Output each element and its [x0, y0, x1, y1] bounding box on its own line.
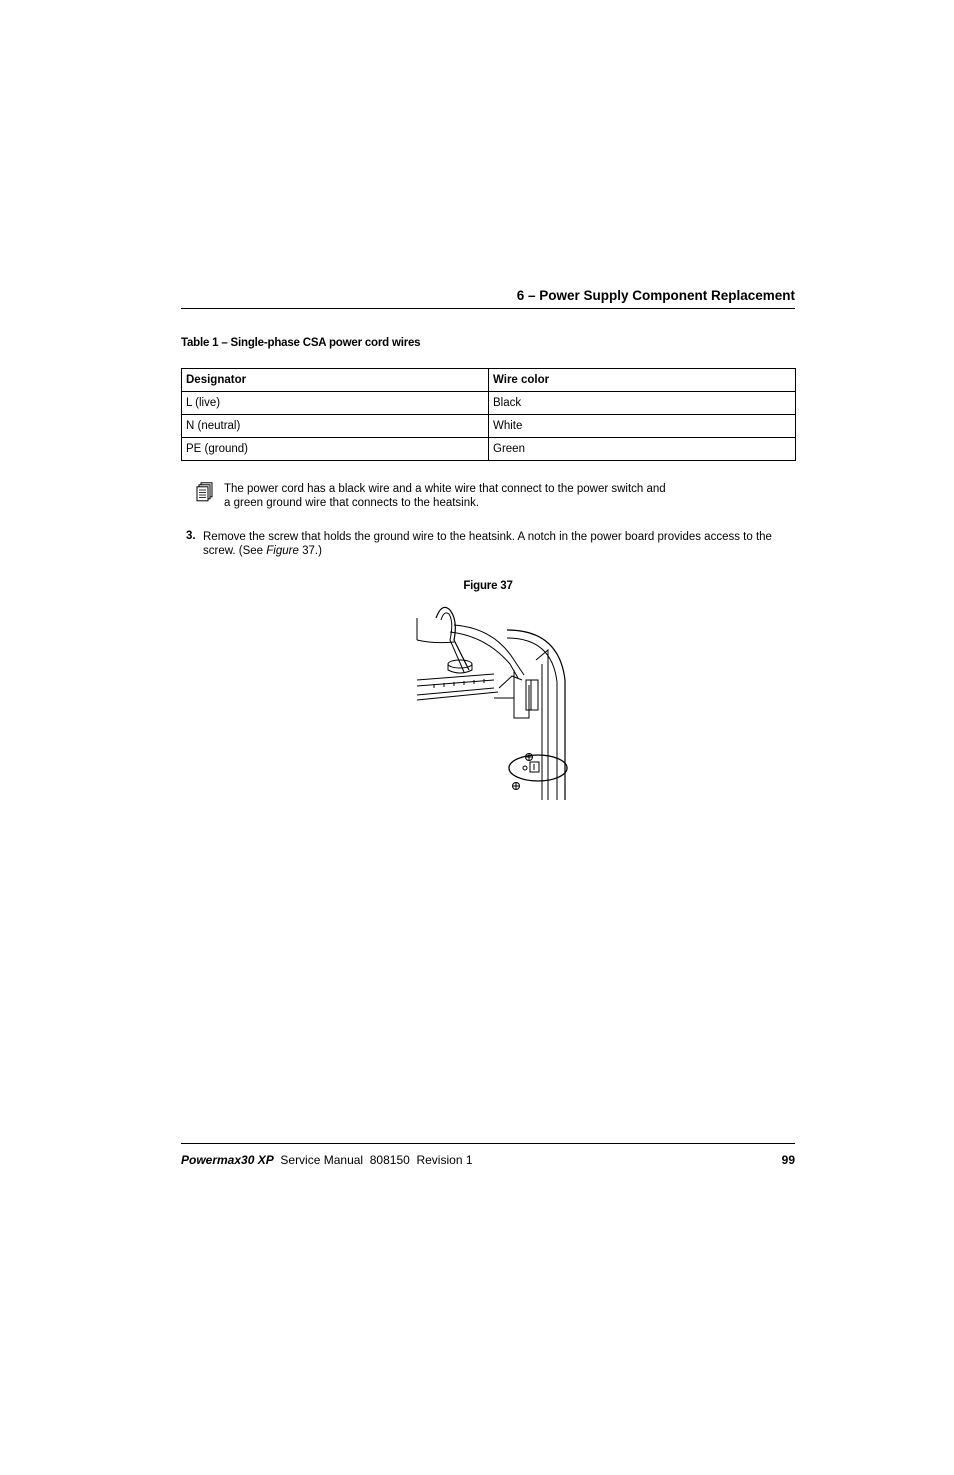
- step-text-part: Remove the screw that holds the ground wire to the heatsink. A notch in the power board provides access to the screw. (See: [203, 531, 772, 557]
- note-text: [224, 482, 694, 510]
- page-number: 99: [781, 1153, 795, 1167]
- step-text: [203, 530, 795, 558]
- figure-reference[interactable]: Figure: [266, 545, 299, 557]
- footer-rule: [181, 1143, 795, 1144]
- table-cell: White: [489, 415, 796, 438]
- table-cell: Green: [489, 438, 796, 461]
- chapter-header: 6 – Power Supply Component Replacement: [516, 288, 795, 303]
- wire-table: [181, 368, 796, 461]
- table-row: [182, 438, 796, 461]
- note-line: The power cord has a black wire and a white wire that connect to the power switch and: [224, 483, 666, 495]
- power-supply-illustration: [414, 600, 574, 804]
- product-name: Powermax30 XP: [181, 1153, 274, 1167]
- column-header: Wire color: [489, 369, 796, 392]
- table-header-row: [182, 369, 796, 392]
- footer-document-info: [181, 1153, 473, 1167]
- step-text-part: 37.): [298, 545, 322, 557]
- header-rule: [181, 308, 795, 309]
- table-cell: Black: [489, 392, 796, 415]
- table-row: [182, 415, 796, 438]
- note-pages-icon: [196, 482, 214, 502]
- table-cell: PE (ground): [182, 438, 489, 461]
- table-caption: Table 1 – Single-phase CSA power cord wires: [181, 337, 421, 349]
- table-cell: N (neutral): [182, 415, 489, 438]
- step-number: 3.: [186, 530, 196, 542]
- column-header: Designator: [182, 369, 489, 392]
- table-cell: L (live): [182, 392, 489, 415]
- table-row: [182, 392, 796, 415]
- note-line: a green ground wire that connects to the heatsink.: [224, 497, 480, 509]
- figure-label: Figure 37: [463, 580, 513, 592]
- document-id: Service Manual 808150 Revision 1: [273, 1153, 473, 1167]
